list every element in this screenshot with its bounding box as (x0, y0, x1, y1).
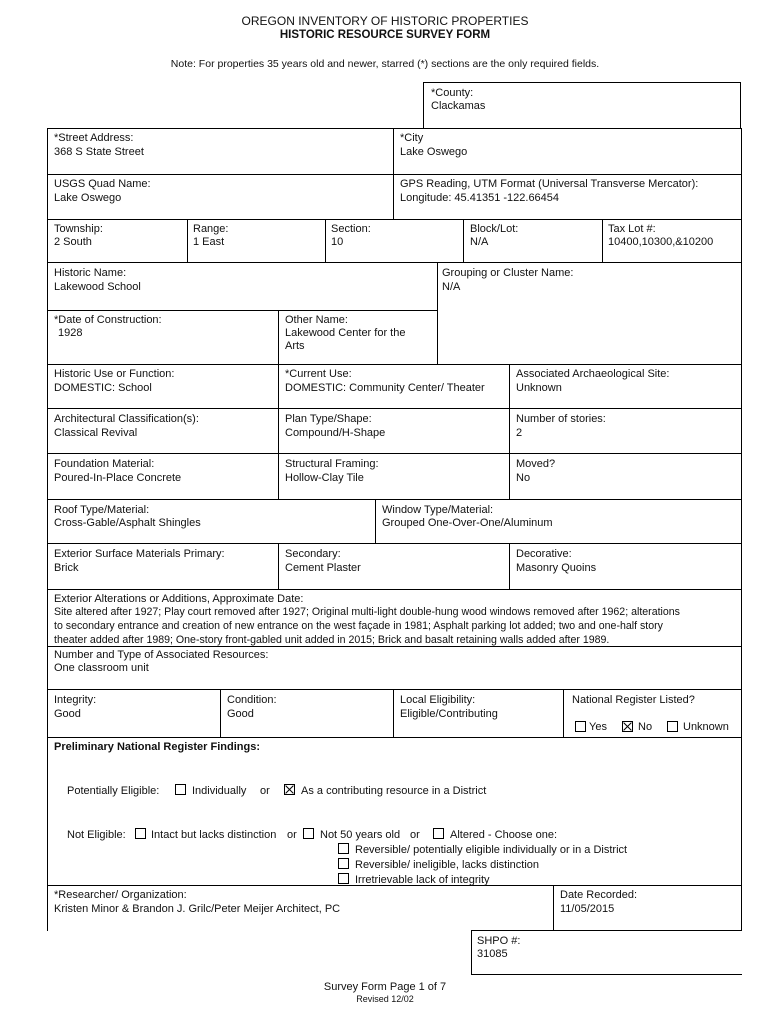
roof-label: Roof Type/Material: (54, 504, 150, 516)
archaeological-label: Associated Archaeological Site: (516, 368, 670, 380)
plan-type-label: Plan Type/Shape: (285, 413, 372, 425)
potentially-eligible-label: Potentially Eligible: (67, 785, 160, 797)
not-50-label: Not 50 years old (320, 829, 401, 841)
decorative-value[interactable]: Masonry Quoins (516, 562, 597, 574)
date-recorded-value[interactable]: 11/05/2015 (560, 903, 615, 915)
window-value[interactable]: Grouped One-Over-One/Aluminum (382, 517, 553, 529)
block-lot-value[interactable]: N/A (470, 236, 489, 248)
plan-type-value[interactable]: Compound/H-Shape (285, 427, 386, 439)
foundation-value[interactable]: Poured-In-Place Concrete (54, 472, 182, 484)
foundation-label: Foundation Material: (54, 458, 155, 470)
resources-value[interactable]: One classroom unit (54, 662, 149, 674)
other-name-label: Other Name: (285, 314, 348, 326)
shpo-label: SHPO #: (477, 935, 521, 947)
city-label: *City (400, 132, 424, 144)
arch-class-value[interactable]: Classical Revival (54, 427, 138, 439)
section-label: Section: (331, 223, 371, 235)
local-eligibility-label: Local Eligibility: (400, 694, 476, 706)
decorative-label: Decorative: (516, 548, 572, 560)
national-register-unknown-checkbox[interactable] (667, 721, 678, 732)
researcher-value[interactable]: Kristen Minor & Brandon J. Grilc/Peter Meijer Architect, PC (54, 903, 341, 915)
stories-label: Number of stories: (516, 413, 606, 425)
other-name-value-line2[interactable]: Arts (285, 340, 305, 352)
individually-checkbox[interactable] (175, 784, 186, 795)
national-register-no-checkbox[interactable] (622, 721, 633, 732)
street-address-value[interactable]: 368 S State Street (54, 146, 144, 158)
irretrievable-label: Irretrievable lack of integrity (355, 874, 490, 886)
condition-label: Condition: (227, 694, 277, 706)
not-eligible-label: Not Eligible: (67, 829, 126, 841)
current-use-label: *Current Use: (285, 368, 352, 380)
archaeological-value[interactable]: Unknown (516, 382, 562, 394)
current-use-value[interactable]: DOMESTIC: Community Center/ Theater (285, 382, 485, 394)
or-text-3: or (410, 829, 420, 841)
national-register-yes-label: Yes (589, 721, 607, 733)
moved-value[interactable]: No (516, 472, 531, 484)
reversible-potential-checkbox[interactable] (338, 843, 349, 854)
not-50-checkbox[interactable] (303, 828, 314, 839)
date-construction-value[interactable]: 1928 (58, 327, 83, 339)
altered-label: Altered - Choose one: (450, 829, 558, 841)
intact-label: Intact but lacks distinction (151, 829, 277, 841)
county-label: *County: (431, 87, 474, 99)
grouping-label: Grouping or Cluster Name: (442, 267, 574, 279)
township-value[interactable]: 2 South (54, 236, 92, 248)
footer-revised: Revised 12/02 (356, 994, 414, 1004)
reversible-ineligible-label: Reversible/ ineligible, lacks distinction (355, 859, 540, 871)
tax-lot-label: Tax Lot #: (608, 223, 656, 235)
section-value[interactable]: 10 (331, 236, 344, 248)
historic-name-label: Historic Name: (54, 267, 127, 279)
alterations-label: Exterior Alterations or Additions, Approximate Date: (54, 593, 304, 605)
form-note: Note: For properties 35 years old and newer, starred (*) sections are the only required fields. (170, 58, 600, 70)
county-value[interactable]: Clackamas (431, 100, 486, 112)
individually-label: Individually (192, 785, 247, 797)
form-title: HISTORIC RESOURCE SURVEY FORM (279, 29, 491, 41)
national-register-yes-checkbox[interactable] (575, 721, 586, 732)
contributing-label: As a contributing resource in a District (301, 785, 487, 797)
contributing-checkbox[interactable] (284, 784, 295, 795)
other-name-value-line1[interactable]: Lakewood Center for the (285, 327, 406, 339)
township-label: Township: (54, 223, 103, 235)
usgs-quad-value[interactable]: Lake Oswego (54, 192, 122, 204)
local-eligibility-value[interactable]: Eligible/Contributing (400, 708, 498, 720)
gps-label: GPS Reading, UTM Format (Universal Transverse Mercator): (400, 178, 699, 190)
integrity-value[interactable]: Good (54, 708, 81, 720)
irretrievable-checkbox[interactable] (338, 873, 349, 884)
usgs-quad-label: USGS Quad Name: (54, 178, 151, 190)
intact-checkbox[interactable] (135, 828, 146, 839)
shpo-value[interactable]: 31085 (477, 948, 508, 960)
alterations-line-2[interactable]: to secondary entrance and creation of new entrance on the west façade in 1981; Asphalt parking lot added; two and one-half story (54, 620, 663, 632)
alterations-line-1[interactable]: Site altered after 1927; Play court removed after 1927; Original multi-light double-hung wood windows removed after 1962; alterations (54, 606, 680, 618)
findings-title: Preliminary National Register Findings: (54, 741, 260, 753)
alterations-line-3[interactable]: theater added after 1989; One-story front-gabled unit added in 2015; Brick and basalt retaining walls added after 1989. (54, 634, 610, 646)
window-label: Window Type/Material: (382, 504, 494, 516)
historic-use-value[interactable]: DOMESTIC: School (54, 382, 152, 394)
street-address-label: *Street Address: (54, 132, 134, 144)
grouping-value[interactable]: N/A (442, 281, 461, 293)
roof-value[interactable]: Cross-Gable/Asphalt Shingles (54, 517, 201, 529)
city-value[interactable]: Lake Oswego (400, 146, 468, 158)
researcher-label: *Researcher/ Organization: (54, 889, 187, 901)
form-agency-title: OREGON INVENTORY OF HISTORIC PROPERTIES (241, 14, 529, 28)
or-text-2: or (287, 829, 297, 841)
footer-page-number: Survey Form Page 1 of 7 (323, 981, 447, 993)
national-register-label: National Register Listed? (572, 694, 695, 706)
date-recorded-label: Date Recorded: (560, 889, 638, 901)
stories-value[interactable]: 2 (516, 427, 523, 439)
exterior-primary-label: Exterior Surface Materials Primary: (54, 548, 225, 560)
range-label: Range: (193, 223, 229, 235)
structural-value[interactable]: Hollow-Clay Tile (285, 472, 364, 484)
arch-class-label: Architectural Classification(s): (54, 413, 199, 425)
historic-use-label: Historic Use or Function: (54, 368, 175, 380)
or-text-1: or (260, 785, 270, 797)
altered-checkbox[interactable] (433, 828, 444, 839)
tax-lot-value[interactable]: 10400,10300,&10200 (608, 236, 714, 248)
national-register-no-label: No (638, 721, 653, 733)
resources-label: Number and Type of Associated Resources: (54, 649, 269, 661)
secondary-label: Secondary: (285, 548, 341, 560)
historic-name-value[interactable]: Lakewood School (54, 281, 141, 293)
gps-value[interactable]: Longitude: 45.41351 -122.66454 (400, 192, 560, 204)
reversible-ineligible-checkbox[interactable] (338, 858, 349, 869)
block-lot-label: Block/Lot: (470, 223, 519, 235)
integrity-label: Integrity: (54, 694, 97, 706)
exterior-primary-value[interactable]: Brick (54, 562, 79, 574)
moved-label: Moved? (516, 458, 556, 470)
structural-label: Structural Framing: (285, 458, 379, 470)
reversible-potential-label: Reversible/ potentially eligible individually or in a District (355, 844, 628, 856)
national-register-unknown-label: Unknown (683, 721, 729, 733)
condition-value[interactable]: Good (227, 708, 254, 720)
range-value[interactable]: 1 East (193, 236, 225, 248)
date-construction-label: *Date of Construction: (54, 314, 162, 326)
secondary-value[interactable]: Cement Plaster (285, 562, 361, 574)
